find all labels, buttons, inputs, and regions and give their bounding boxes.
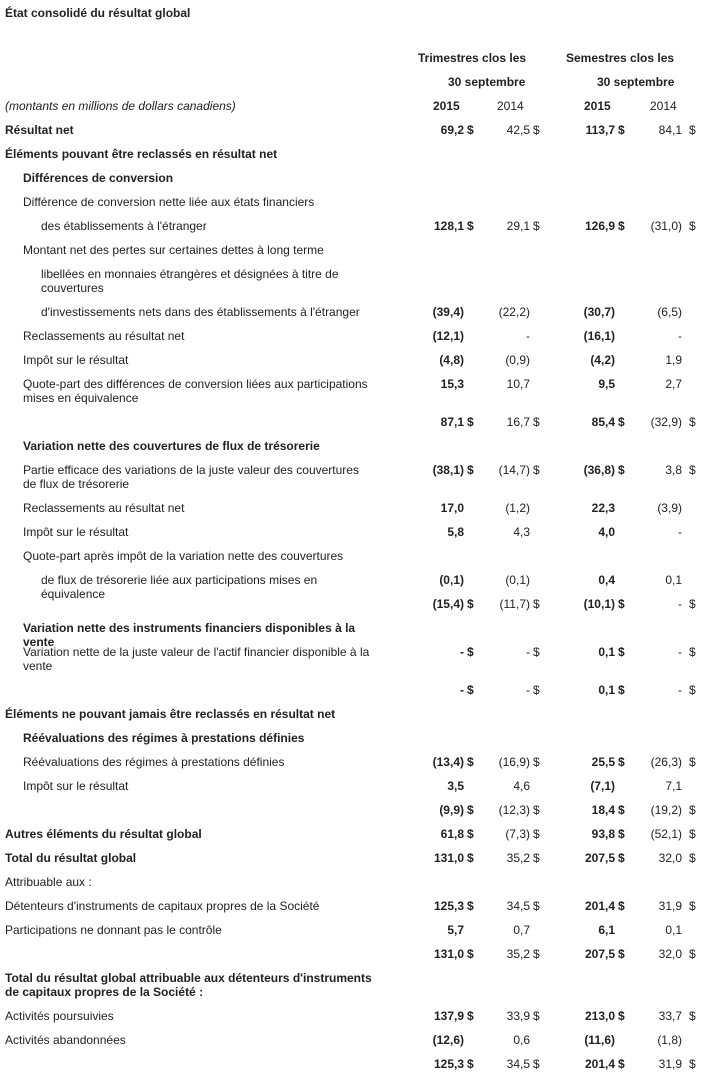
currency-symbol: $ — [467, 827, 474, 841]
row-label: Quote-part après impôt de la variation nette des couvertures — [23, 549, 344, 563]
row-value: 5,8 — [447, 525, 464, 539]
row-value: (39,4) — [432, 305, 464, 319]
row-value: 113,7 — [585, 123, 615, 137]
row-value: 0,6 — [513, 1033, 530, 1047]
row-value: 131,0 — [433, 947, 464, 961]
currency-symbol: $ — [467, 645, 474, 659]
row-value: 10,7 — [506, 377, 530, 391]
row-value: 0,7 — [513, 923, 530, 937]
row-value: 61,8 — [440, 827, 464, 841]
currency-symbol: $ — [689, 123, 696, 137]
currency-symbol: $ — [533, 947, 540, 961]
row-value: 0,1 — [665, 923, 682, 937]
currency-symbol: $ — [533, 803, 540, 817]
row-value: 1,9 — [665, 353, 682, 367]
row-value: 69,2 — [440, 123, 464, 137]
row-value: (22,2) — [498, 305, 530, 319]
row-value: (0,9) — [505, 353, 530, 367]
row-value: 33,9 — [506, 1009, 530, 1023]
row-value: - — [678, 683, 682, 697]
row-value: (31,0) — [650, 219, 682, 233]
row-value: 85,4 — [591, 415, 615, 429]
row-label: d'investissements nets dans des établissements à l'étranger — [41, 305, 360, 319]
row-value: (0,1) — [505, 573, 530, 587]
row-value: 35,2 — [506, 851, 530, 865]
currency-symbol: $ — [689, 947, 696, 961]
row-value: (10,1) — [583, 597, 615, 611]
row-label: Impôt sur le résultat — [23, 779, 129, 793]
row-label: Activités poursuivies — [5, 1009, 114, 1023]
row-value: (7,1) — [590, 779, 615, 793]
row-value: - — [526, 683, 530, 697]
row-value: 128,1 — [433, 219, 464, 233]
currency-symbol: $ — [689, 645, 696, 659]
currency-symbol: $ — [689, 1057, 696, 1071]
currency-symbol: $ — [618, 1057, 625, 1071]
amounts-note: (montants en millions de dollars canadiens) — [5, 99, 236, 113]
row-value: 126,9 — [584, 219, 615, 233]
currency-symbol: $ — [533, 683, 540, 697]
row-value: 213,0 — [584, 1009, 615, 1023]
row-value: 0,1 — [598, 683, 615, 697]
row-value: (1,8) — [657, 1033, 682, 1047]
currency-symbol: $ — [533, 415, 540, 429]
row-value: (12,3) — [498, 803, 530, 817]
row-label: Activités abandonnées — [5, 1033, 126, 1047]
row-value: 25,5 — [591, 755, 615, 769]
row-value: (11,6) — [584, 1033, 615, 1047]
row-value: 3,5 — [447, 779, 464, 793]
currency-symbol: $ — [533, 219, 540, 233]
row-value: 22,3 — [591, 501, 615, 515]
year-s-2015: 2015 — [584, 99, 611, 113]
header-semesters-date: 30 septembre — [597, 75, 675, 89]
row-value: 17,0 — [440, 501, 464, 515]
row-label: Différences de conversion — [23, 171, 174, 185]
row-value: (0,1) — [439, 573, 464, 587]
row-label: Réévaluations des régimes à prestations définies — [23, 755, 285, 769]
row-value: - — [678, 645, 682, 659]
currency-symbol: $ — [689, 899, 696, 913]
currency-symbol: $ — [689, 803, 696, 817]
row-value: 3,8 — [665, 463, 682, 477]
row-value: (16,1) — [583, 329, 615, 343]
currency-symbol: $ — [533, 597, 540, 611]
header-quarters: Trimestres clos les — [418, 51, 527, 65]
row-value: (4,2) — [590, 353, 615, 367]
currency-symbol: $ — [533, 851, 540, 865]
row-value: (12,1) — [432, 329, 464, 343]
currency-symbol: $ — [467, 683, 474, 697]
header-semesters: Semestres clos les — [566, 51, 675, 65]
currency-symbol: $ — [689, 597, 696, 611]
currency-symbol: $ — [467, 899, 474, 913]
row-value: (11,7) — [499, 597, 530, 611]
row-value: (14,7) — [498, 463, 530, 477]
row-label: Participations ne donnant pas le contrôle — [5, 923, 222, 937]
year-q-2015: 2015 — [433, 99, 460, 113]
currency-symbol: $ — [689, 463, 696, 477]
currency-symbol: $ — [467, 1057, 474, 1071]
header-quarters-date: 30 septembre — [448, 75, 526, 89]
year-q-2014: 2014 — [497, 99, 524, 113]
row-label: Éléments ne pouvant jamais être reclassés en résultat net — [5, 707, 336, 721]
row-label: Reclassements au résultat net — [23, 501, 185, 515]
row-value: 125,3 — [433, 899, 464, 913]
row-label: Quote-part des différences de conversion liées aux participations mises en équivalence — [23, 377, 368, 405]
year-s-2014: 2014 — [650, 99, 677, 113]
row-label: Différence de conversion nette liée aux états financiers — [23, 195, 315, 209]
currency-symbol: $ — [533, 755, 540, 769]
currency-symbol: $ — [533, 123, 540, 137]
row-value: (38,1) — [432, 463, 464, 477]
row-value: (30,7) — [583, 305, 615, 319]
currency-symbol: $ — [618, 1009, 625, 1023]
row-value: 33,7 — [658, 1009, 682, 1023]
row-value: 42,5 — [506, 123, 530, 137]
currency-symbol: $ — [689, 219, 696, 233]
row-value: (19,2) — [650, 803, 682, 817]
currency-symbol: $ — [618, 755, 625, 769]
currency-symbol: $ — [533, 1057, 540, 1071]
row-value: 84,1 — [658, 123, 682, 137]
currency-symbol: $ — [467, 597, 474, 611]
row-value: 4,0 — [598, 525, 615, 539]
row-value: 34,5 — [506, 899, 530, 913]
row-value: 29,1 — [506, 219, 530, 233]
row-label: Variation nette des couvertures de flux de trésorerie — [23, 439, 320, 453]
currency-symbol: $ — [689, 755, 696, 769]
currency-symbol: $ — [689, 683, 696, 697]
row-label: libellées en monnaies étrangères et désignées à titre de couvertures — [41, 267, 339, 295]
row-value: 32,0 — [658, 851, 682, 865]
row-value: 16,7 — [506, 415, 530, 429]
currency-symbol: $ — [467, 123, 474, 137]
row-label: Total du résultat global attribuable aux détenteurs d'instruments de capitaux propres de la Société : — [5, 971, 372, 999]
row-value: - — [460, 645, 464, 659]
currency-symbol: $ — [689, 851, 696, 865]
currency-symbol: $ — [467, 755, 474, 769]
currency-symbol: $ — [618, 683, 625, 697]
row-value: 2,7 — [665, 377, 682, 391]
row-value: 137,9 — [433, 1009, 464, 1023]
row-value: 4,3 — [513, 525, 530, 539]
currency-symbol: $ — [533, 645, 540, 659]
row-label: Impôt sur le résultat — [23, 353, 129, 367]
row-value: 201,4 — [584, 899, 615, 913]
row-value: 4,6 — [513, 779, 530, 793]
currency-symbol: $ — [467, 219, 474, 233]
row-value: 31,9 — [658, 899, 682, 913]
currency-symbol: $ — [618, 803, 625, 817]
currency-symbol: $ — [689, 827, 696, 841]
row-value: 31,9 — [658, 1057, 682, 1071]
currency-symbol: $ — [533, 899, 540, 913]
row-value: 6,1 — [598, 923, 615, 937]
row-value: 201,4 — [584, 1057, 615, 1071]
row-value: 0,4 — [598, 573, 615, 587]
currency-symbol: $ — [618, 827, 625, 841]
row-label: Attribuable aux : — [5, 875, 92, 889]
row-value: (7,3) — [505, 827, 530, 841]
currency-symbol: $ — [618, 219, 625, 233]
row-value: (9,9) — [439, 803, 464, 817]
row-value: 35,2 — [506, 947, 530, 961]
row-value: 15,3 — [440, 377, 464, 391]
currency-symbol: $ — [467, 803, 474, 817]
currency-symbol: $ — [689, 415, 696, 429]
row-value: (12,6) — [432, 1033, 464, 1047]
row-label: Total du résultat global — [5, 851, 137, 865]
row-value: (52,1) — [650, 827, 682, 841]
currency-symbol: $ — [618, 645, 625, 659]
currency-symbol: $ — [618, 851, 625, 865]
row-value: (16,9) — [498, 755, 530, 769]
currency-symbol: $ — [467, 463, 474, 477]
currency-symbol: $ — [689, 1009, 696, 1023]
row-value: (15,4) — [432, 597, 464, 611]
row-value: 0,1 — [598, 645, 615, 659]
currency-symbol: $ — [533, 463, 540, 477]
row-label: Montant net des pertes sur certaines dettes à long terme — [23, 243, 324, 257]
row-label: de flux de trésorerie liée aux participations mises en équivalence — [41, 573, 318, 601]
currency-symbol: $ — [467, 415, 474, 429]
currency-symbol: $ — [618, 123, 625, 137]
row-value: - — [526, 645, 530, 659]
row-value: (32,9) — [650, 415, 682, 429]
row-label: Détenteurs d'instruments de capitaux propres de la Société — [5, 899, 320, 913]
row-label: Réévaluations des régimes à prestations définies — [23, 731, 305, 745]
row-label: Partie efficace des variations de la juste valeur des couvertures de flux de trésorerie — [23, 463, 359, 491]
row-value: (36,8) — [583, 463, 615, 477]
row-label: des établissements à l'étranger — [41, 219, 207, 233]
row-value: 87,1 — [440, 415, 464, 429]
row-value: (1,2) — [505, 501, 530, 515]
currency-symbol: $ — [618, 597, 625, 611]
row-value: 18,4 — [591, 803, 615, 817]
currency-symbol: $ — [467, 851, 474, 865]
row-value: (6,5) — [657, 305, 682, 319]
page-title: État consolidé du résultat global — [5, 6, 191, 20]
row-label: Éléments pouvant être reclassés en résultat net — [5, 147, 278, 161]
row-value: 131,0 — [433, 851, 464, 865]
row-value: - — [678, 525, 682, 539]
row-label: Variation nette de la juste valeur de l'actif financier disponible à la vente — [23, 645, 370, 673]
currency-symbol: $ — [533, 1009, 540, 1023]
row-value: - — [678, 329, 682, 343]
row-value: (26,3) — [650, 755, 682, 769]
row-label: Impôt sur le résultat — [23, 525, 129, 539]
currency-symbol: $ — [533, 827, 540, 841]
row-value: 32,0 — [658, 947, 682, 961]
row-value: 34,5 — [506, 1057, 530, 1071]
row-value: 0,1 — [665, 573, 682, 587]
row-label: Reclassements au résultat net — [23, 329, 185, 343]
row-label: Variation nette des instruments financiers disponibles à la vente — [23, 621, 356, 649]
row-value: 207,5 — [584, 851, 615, 865]
row-value: 7,1 — [665, 779, 682, 793]
row-value: (13,4) — [432, 755, 464, 769]
row-value: (3,9) — [657, 501, 682, 515]
row-value: 125,3 — [433, 1057, 464, 1071]
row-label: Résultat net — [5, 123, 74, 137]
row-value: - — [678, 597, 682, 611]
row-value: 207,5 — [584, 947, 615, 961]
row-value: 9,5 — [598, 377, 615, 391]
currency-symbol: $ — [618, 899, 625, 913]
row-value: 93,8 — [591, 827, 615, 841]
currency-symbol: $ — [618, 415, 625, 429]
currency-symbol: $ — [467, 947, 474, 961]
row-value: (4,8) — [439, 353, 464, 367]
currency-symbol: $ — [618, 947, 625, 961]
row-value: 5,7 — [447, 923, 464, 937]
row-value: - — [460, 683, 464, 697]
row-value: - — [526, 329, 530, 343]
currency-symbol: $ — [467, 1009, 474, 1023]
currency-symbol: $ — [618, 463, 625, 477]
row-label: Autres éléments du résultat global — [5, 827, 202, 841]
